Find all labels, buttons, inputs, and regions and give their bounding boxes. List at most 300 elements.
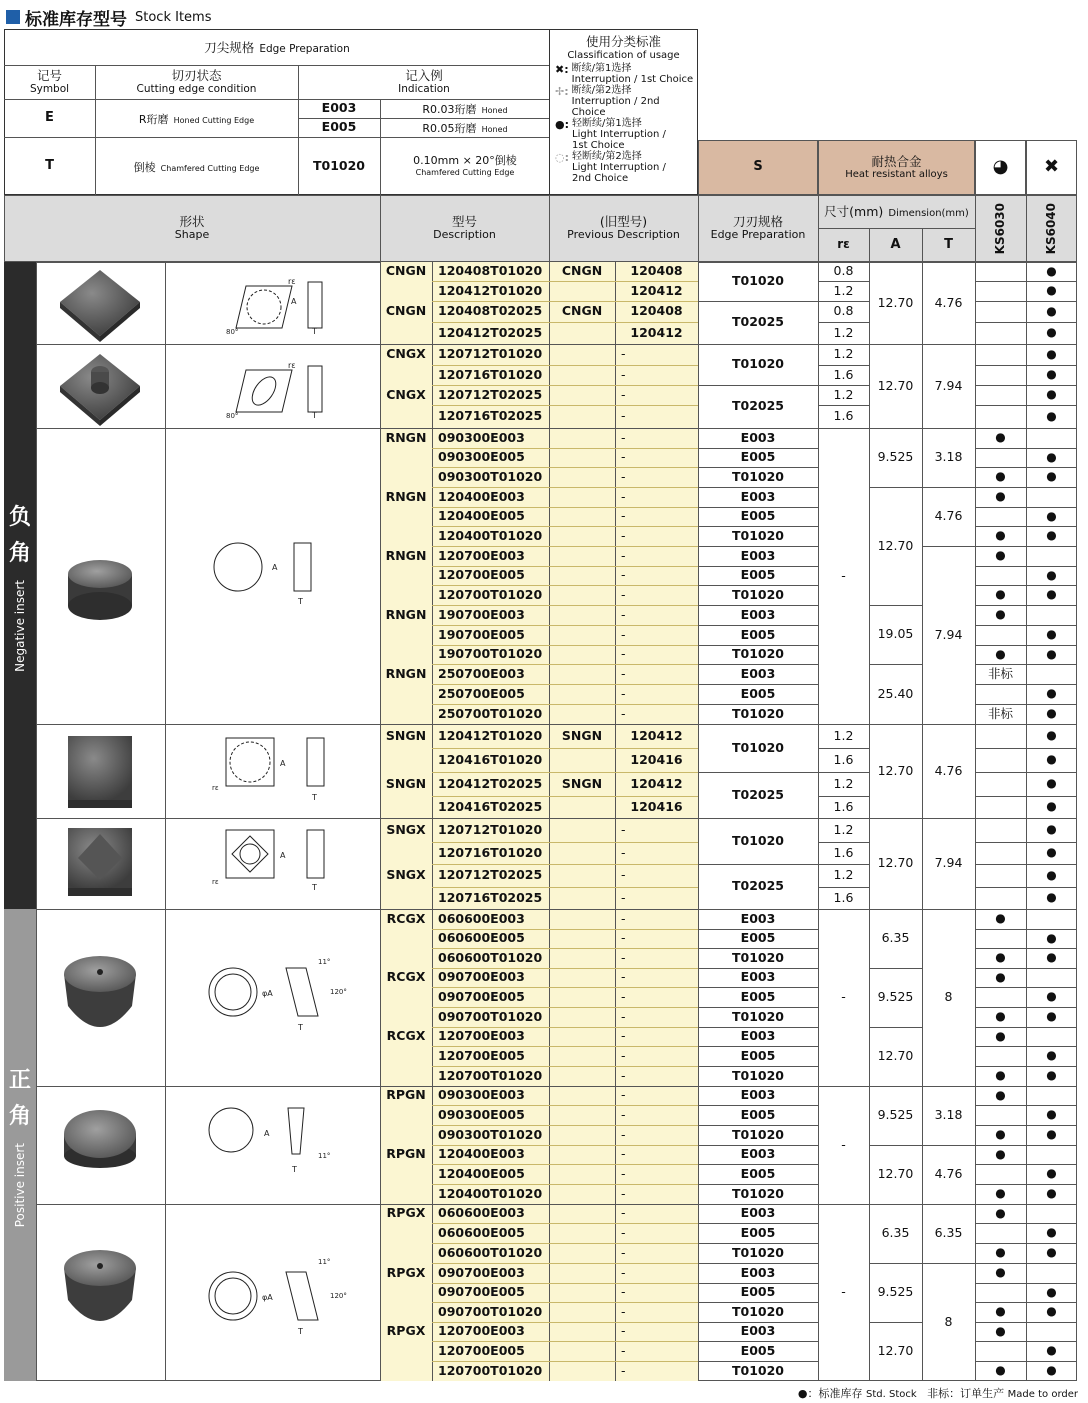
re-cell: - [841, 1284, 846, 1300]
prev-series-cell [549, 1184, 615, 1204]
description-cell: 090300E003 [438, 1087, 525, 1103]
svg-text:120°: 120° [330, 988, 347, 996]
stock-dot: ● [1046, 1304, 1057, 1319]
code-t01020: T01020 [312, 157, 365, 173]
edge-prep-cell: T01020 [731, 468, 784, 484]
edge-prep-cell: T01020 [731, 705, 784, 721]
negative-insert-label: 负 角 Negative insert [4, 262, 36, 909]
stock-dot: ● [995, 1028, 1006, 1043]
re-cell: 0.8 [833, 303, 854, 319]
a-cell: 9.525 [877, 1107, 914, 1123]
stock-dot: ● [1046, 706, 1057, 721]
series-cell [380, 748, 432, 772]
stock-dot: ● [1046, 1107, 1057, 1122]
t-header: T [944, 236, 953, 252]
edge-prep-cell: T01020 [731, 1244, 784, 1260]
description-cell: 120712T02025 [438, 867, 543, 883]
stock-dot: ● [1046, 469, 1057, 484]
light-interruption-icon: ◕ [975, 140, 1026, 195]
t-cell: 4.76 [934, 1166, 963, 1182]
a-header: A [890, 236, 901, 252]
re-cell: 1.6 [833, 798, 854, 814]
description-cell: 190700T01020 [438, 646, 543, 662]
prev-series-cell [549, 864, 615, 887]
prev-dash-cell: - [621, 1106, 626, 1122]
prev-series-cell [549, 818, 615, 842]
prev-series-cell: CNGN [561, 263, 603, 279]
prev-dash-cell: - [621, 468, 626, 484]
indication-e005: R0.05珩磨 Honed [422, 122, 508, 136]
grade-ks6040-header: KS6040 [1043, 202, 1058, 255]
svg-text:11°: 11° [318, 1152, 331, 1160]
svg-text:120°: 120° [330, 1292, 347, 1300]
rngn-drawing [214, 543, 311, 606]
prev-series-cell [549, 1125, 615, 1145]
series-cell [380, 1066, 432, 1086]
prev-series-cell [549, 1204, 615, 1223]
series-cell [380, 281, 432, 301]
a-cell: 12.70 [877, 377, 914, 393]
prev-dash-cell: - [621, 1205, 626, 1221]
prev-dash-cell: - [621, 889, 626, 905]
re-cell: 0.8 [833, 263, 854, 279]
stock-dot: ● [1046, 728, 1057, 743]
series-cell [380, 1046, 432, 1066]
edge-prep-cell: E003 [740, 969, 776, 985]
description-cell: 120416T02025 [438, 798, 543, 814]
re-cell: 1.2 [833, 346, 854, 362]
edge-prep-cell: E003 [740, 606, 776, 622]
prev-series-cell [549, 1223, 615, 1243]
series-cell [380, 842, 432, 864]
description-cell: 090700E003 [438, 969, 525, 985]
stock-dot: ● [1046, 303, 1057, 318]
series-cell: RNGN [385, 606, 427, 622]
stock-dot: ● [995, 1186, 1006, 1201]
series-cell [380, 645, 432, 664]
svg-text:φA: φA [262, 989, 273, 998]
rpgn-drawing [209, 1108, 330, 1174]
prev-dash-cell: - [621, 685, 626, 701]
edge-prep-cell: E005 [740, 508, 776, 524]
description-cell: 120412T01020 [438, 282, 543, 298]
stock-dot: ● [1046, 845, 1057, 860]
edge-prep-cell: E005 [740, 1047, 776, 1063]
svg-text:T: T [298, 1023, 303, 1032]
t-cell: 3.18 [934, 449, 963, 465]
edge-prep-cell: T02025 [731, 398, 784, 414]
svg-text:rε: rε [288, 361, 296, 370]
svg-text:80°: 80° [226, 328, 239, 336]
edge-prep-cell: T02025 [731, 878, 784, 894]
prev-series-cell [549, 1086, 615, 1105]
svg-text:T: T [292, 1165, 297, 1174]
description-cell: 120716T01020 [438, 844, 543, 860]
stock-dot: ● [1046, 950, 1057, 965]
prev-dash-cell: - [621, 1185, 626, 1201]
description-cell: 120716T02025 [438, 408, 543, 424]
prev-code-cell: 120412 [630, 282, 683, 298]
prev-dash-cell: - [621, 1362, 626, 1378]
prev-series-cell [549, 365, 615, 385]
stock-dot: ● [995, 528, 1006, 543]
stock-dot: ● [995, 1068, 1006, 1083]
a-cell: 12.70 [877, 537, 914, 553]
prev-series-cell: CNGN [561, 303, 603, 319]
series-cell: RNGN [385, 488, 427, 504]
description-cell: 120400E003 [438, 488, 525, 504]
code-e003: E003 [321, 100, 357, 116]
t-cell: 4.76 [934, 762, 963, 778]
prev-dash-cell: - [621, 867, 626, 883]
a-cell: 9.525 [877, 449, 914, 465]
rcgx-photo [64, 956, 136, 1027]
prev-dash-cell: - [621, 910, 626, 926]
re-cell: 1.2 [833, 282, 854, 298]
stock-dot: ● [1046, 930, 1057, 945]
sngx-photo [68, 828, 132, 896]
edge-prep-cell: E005 [740, 1165, 776, 1181]
stock-dot: ● [995, 607, 1006, 622]
re-cell: 1.6 [833, 844, 854, 860]
series-cell: RPGX [386, 1323, 426, 1339]
t-cell: 7.94 [934, 377, 963, 393]
prev-dash-cell: - [621, 527, 626, 543]
prev-dash-cell: - [621, 844, 626, 860]
edge-prep-cell: T01020 [731, 1303, 784, 1319]
prev-dash-cell: - [621, 626, 626, 642]
prev-dash-cell: - [621, 1067, 626, 1083]
prev-dash-cell: - [621, 705, 626, 721]
re-cell: - [841, 1136, 846, 1152]
series-cell [380, 704, 432, 724]
prev-dash-cell: - [621, 1087, 626, 1103]
svg-text:A: A [272, 563, 278, 572]
light-outline-icon: ◌: [555, 151, 569, 164]
stock-dot: ● [1046, 567, 1057, 582]
prev-series-cell [549, 842, 615, 864]
a-cell: 9.525 [877, 1284, 914, 1300]
prev-series-cell [549, 585, 615, 605]
prev-dash-cell: - [621, 488, 626, 504]
prev-series-cell [549, 796, 615, 818]
a-cell: 12.70 [877, 294, 914, 310]
description-cell: 190700E005 [438, 626, 525, 642]
previous-description-header: (旧型号) Previous Description [567, 213, 680, 242]
a-cell: 6.35 [881, 1225, 910, 1241]
prev-dash-cell: - [621, 1264, 626, 1280]
prev-dash-cell: - [621, 1028, 626, 1044]
prev-dash-cell: - [621, 1342, 626, 1358]
grade-ks6030-header: KS6030 [992, 202, 1007, 255]
stock-dot: ● [995, 646, 1006, 661]
series-cell [380, 1105, 432, 1125]
a-cell: 6.35 [881, 930, 910, 946]
svg-text:T: T [312, 883, 317, 892]
prev-dash-cell: - [621, 949, 626, 965]
prev-series-cell [549, 605, 615, 625]
re-cell: 1.6 [833, 889, 854, 905]
prev-dash-cell: - [621, 429, 626, 445]
prev-series-cell [549, 344, 615, 365]
re-cell: 1.2 [833, 727, 854, 743]
prev-code-cell: 120412 [630, 324, 683, 340]
description-cell: 120408T02025 [438, 303, 543, 319]
edge-prep-cell: E003 [740, 429, 776, 445]
series-cell: SNGX [386, 821, 426, 837]
stock-dot: ● [1046, 283, 1057, 298]
stock-dot: ● [995, 1205, 1006, 1220]
prev-series-cell [549, 526, 615, 546]
description-cell: 120700T01020 [438, 1067, 543, 1083]
prev-series-cell [549, 507, 615, 526]
stock-dot: ● [1046, 1127, 1057, 1142]
cross-outline-icon: ✢: [555, 85, 569, 98]
title-en: Stock Items [135, 9, 212, 25]
made-to-order-cell: 非标 [987, 665, 1013, 681]
description-cell: 120408T01020 [438, 263, 543, 279]
edge-prep-cell: E003 [740, 488, 776, 504]
description-cell: 120700E005 [438, 1047, 525, 1063]
svg-text:80°: 80° [226, 412, 239, 420]
stock-dot: ● [1046, 822, 1057, 837]
description-cell: 120716T02025 [438, 889, 543, 905]
description-cell: 090700T01020 [438, 1008, 543, 1024]
title-cn: 标准库存型号 [25, 9, 127, 30]
prev-series-cell [549, 704, 615, 724]
stock-dot: ● [995, 911, 1006, 926]
edge-prep-cell: E003 [740, 910, 776, 926]
stock-dot: ● [1046, 1068, 1057, 1083]
cngn-photo [60, 270, 140, 342]
description-cell: 250700E005 [438, 685, 525, 701]
prev-series-cell [549, 1341, 615, 1361]
series-cell [380, 1125, 432, 1145]
prev-series-cell [549, 385, 615, 405]
description-cell: 090300E005 [438, 1106, 525, 1122]
stock-dot: ● [1046, 1343, 1057, 1358]
prev-dash-cell: - [621, 366, 626, 382]
prev-series-cell [549, 566, 615, 585]
prev-series-cell [549, 929, 615, 948]
series-cell [380, 1341, 432, 1361]
interruption-icon: ✖ [1026, 140, 1077, 195]
svg-text:rε: rε [288, 277, 296, 286]
stock-dot: ● [995, 1323, 1006, 1338]
series-cell: RNGN [385, 547, 427, 563]
stock-dot: ● [1046, 867, 1057, 882]
edge-prep-header: 刀尖规格 Edge Preparation [204, 39, 350, 55]
stock-dot: ● [995, 1265, 1006, 1280]
edge-prep-cell: T01020 [731, 949, 784, 965]
description-cell: 120700E003 [438, 547, 525, 563]
series-cell: RNGN [385, 429, 427, 445]
svg-text:11°: 11° [318, 1258, 331, 1266]
prev-series-cell [549, 1066, 615, 1086]
description-cell: 120400E005 [438, 1165, 525, 1181]
prev-series-cell [549, 322, 615, 344]
stock-dot: ● [1046, 1186, 1057, 1201]
t-cell: 7.94 [934, 626, 963, 642]
stock-dot: ● [995, 469, 1006, 484]
stock-dot: ● [995, 430, 1006, 445]
prev-dash-cell: - [621, 408, 626, 424]
edge-prep-cell: E003 [740, 1323, 776, 1339]
series-cell [380, 585, 432, 605]
a-cell: 12.70 [877, 1343, 914, 1359]
re-header: rε [837, 237, 850, 252]
description-cell: 120716T01020 [438, 366, 543, 382]
description-cell: 060600E005 [438, 930, 525, 946]
series-cell: SNGN [385, 775, 427, 791]
series-cell: RNGN [385, 665, 427, 681]
stock-dot: ● [1046, 799, 1057, 814]
prev-dash-cell: - [621, 449, 626, 465]
description-cell: 120400T01020 [438, 527, 543, 543]
prev-series-cell [549, 909, 615, 929]
prev-series-cell [549, 1027, 615, 1046]
t-cell: 3.18 [934, 1107, 963, 1123]
description-cell: 090300T01020 [438, 1126, 543, 1142]
t-cell: 7.94 [934, 855, 963, 871]
prev-series-cell [549, 546, 615, 566]
prev-series-cell [549, 281, 615, 301]
stock-dot: ● [1046, 325, 1057, 340]
stock-dot: ● [995, 1009, 1006, 1024]
prev-series-cell: SNGN [561, 727, 603, 743]
re-cell: 1.6 [833, 408, 854, 424]
svg-text:A: A [291, 297, 297, 306]
description-cell: 090300T01020 [438, 468, 543, 484]
svg-text:φA: φA [262, 1293, 273, 1302]
footer-legend: ●：标准库存 Std. Stock 非标：订单生产 Made to order [797, 1387, 1078, 1400]
stock-dot: ● [995, 969, 1006, 984]
description-cell: 120712T01020 [438, 821, 543, 837]
prev-dash-cell: - [621, 665, 626, 681]
rpgn-photo [64, 1110, 136, 1168]
prev-series-cell [549, 1361, 615, 1381]
svg-text:rε: rε [212, 878, 219, 886]
cngx-drawing [226, 361, 322, 420]
condition-chamfered: 倒棱 Chamfered Cutting Edge [133, 160, 260, 174]
stock-dot: ● [1046, 776, 1057, 791]
description-cell: 090700T01020 [438, 1303, 543, 1319]
edge-prep-cell: E005 [740, 1284, 776, 1300]
svg-text:11°: 11° [318, 958, 331, 966]
stock-dot: ● [1046, 1245, 1057, 1260]
series-cell: CNGN [385, 263, 427, 279]
series-cell [380, 1243, 432, 1263]
prev-series-cell [549, 1105, 615, 1125]
edge-prep-cell: T01020 [731, 646, 784, 662]
prev-dash-cell: - [621, 567, 626, 583]
stock-dot: ● [1046, 346, 1057, 361]
prev-dash-cell: - [621, 1323, 626, 1339]
edge-prep-cell: T01020 [731, 1067, 784, 1083]
edge-prep-cell: E003 [740, 1028, 776, 1044]
prev-series-cell [549, 1302, 615, 1322]
stock-dot: ● [995, 489, 1006, 504]
series-cell [380, 987, 432, 1007]
prev-dash-cell: - [621, 386, 626, 402]
re-cell: 1.2 [833, 775, 854, 791]
description-cell: 060600T01020 [438, 949, 543, 965]
edge-prep-cell: T01020 [731, 832, 784, 848]
condition-header: 切刃状态 Cutting edge condition [136, 67, 257, 96]
description-cell: 060600E003 [438, 910, 525, 926]
description-cell: 060600T01020 [438, 1244, 543, 1260]
prev-dash-cell: - [621, 606, 626, 622]
edge-prep-cell: E003 [740, 665, 776, 681]
stock-dot: ● [1046, 387, 1057, 402]
a-cell: 12.70 [877, 1048, 914, 1064]
series-cell [380, 887, 432, 909]
description-cell: 120412T01020 [438, 727, 543, 743]
indication-t01020: 0.10mm × 20°倒棱 Chamfered Cutting Edge [413, 154, 517, 177]
shape-header: 形状 Shape [174, 213, 210, 242]
svg-text:T: T [298, 597, 303, 606]
svg-text:T: T [312, 411, 317, 420]
edge-prep-cell: T01020 [731, 527, 784, 543]
prev-series-cell [549, 1243, 615, 1263]
stock-dot: ● [1046, 1048, 1057, 1063]
prev-series-cell [549, 684, 615, 704]
stock-dot: ● [995, 1146, 1006, 1161]
series-cell [380, 365, 432, 385]
series-cell: CNGX [386, 386, 426, 402]
description-cell: 120712T01020 [438, 346, 543, 362]
prev-dash-cell: - [621, 1224, 626, 1240]
re-cell: 1.2 [833, 867, 854, 883]
series-cell: RPGX [386, 1205, 426, 1221]
prev-code-cell: 120416 [630, 751, 683, 767]
light-solid-icon: ●: [555, 118, 569, 131]
prev-series-cell [549, 448, 615, 467]
prev-dash-cell: - [621, 508, 626, 524]
series-cell [380, 684, 432, 704]
edge-prep-cell: T01020 [731, 1008, 784, 1024]
edge-prep-cell: E005 [740, 449, 776, 465]
stock-dot: ● [1046, 1009, 1057, 1024]
indication-header: 记入例 Indication [398, 67, 450, 96]
page-title [6, 6, 211, 28]
edge-prep-cell: E005 [740, 626, 776, 642]
series-cell: RPGX [386, 1264, 426, 1280]
a-cell: 12.70 [877, 762, 914, 778]
edge-prep-cell: E005 [740, 1106, 776, 1122]
series-cell [380, 566, 432, 585]
description-cell: 120700T01020 [438, 1362, 543, 1378]
edge-preparation-header: 刀刃规格 Edge Preparation [710, 213, 806, 242]
prev-code-cell: 120412 [630, 727, 683, 743]
edge-prep-cell: T01020 [731, 1362, 784, 1378]
stock-dot: ● [995, 1087, 1006, 1102]
stock-dot: ● [1046, 1363, 1057, 1378]
series-cell [380, 1223, 432, 1243]
edge-prep-cell: E005 [740, 988, 776, 1004]
series-cell [380, 467, 432, 487]
prev-series-cell [549, 1145, 615, 1164]
description-cell: 090300E003 [438, 429, 525, 445]
re-cell: 1.6 [833, 751, 854, 767]
stock-dot: ● [995, 1304, 1006, 1319]
series-cell: SNGN [385, 727, 427, 743]
stock-dot: ● [995, 950, 1006, 965]
svg-text:T: T [312, 793, 317, 802]
stock-dot: ● [1046, 1166, 1057, 1181]
series-cell [380, 1164, 432, 1184]
series-cell [380, 507, 432, 526]
